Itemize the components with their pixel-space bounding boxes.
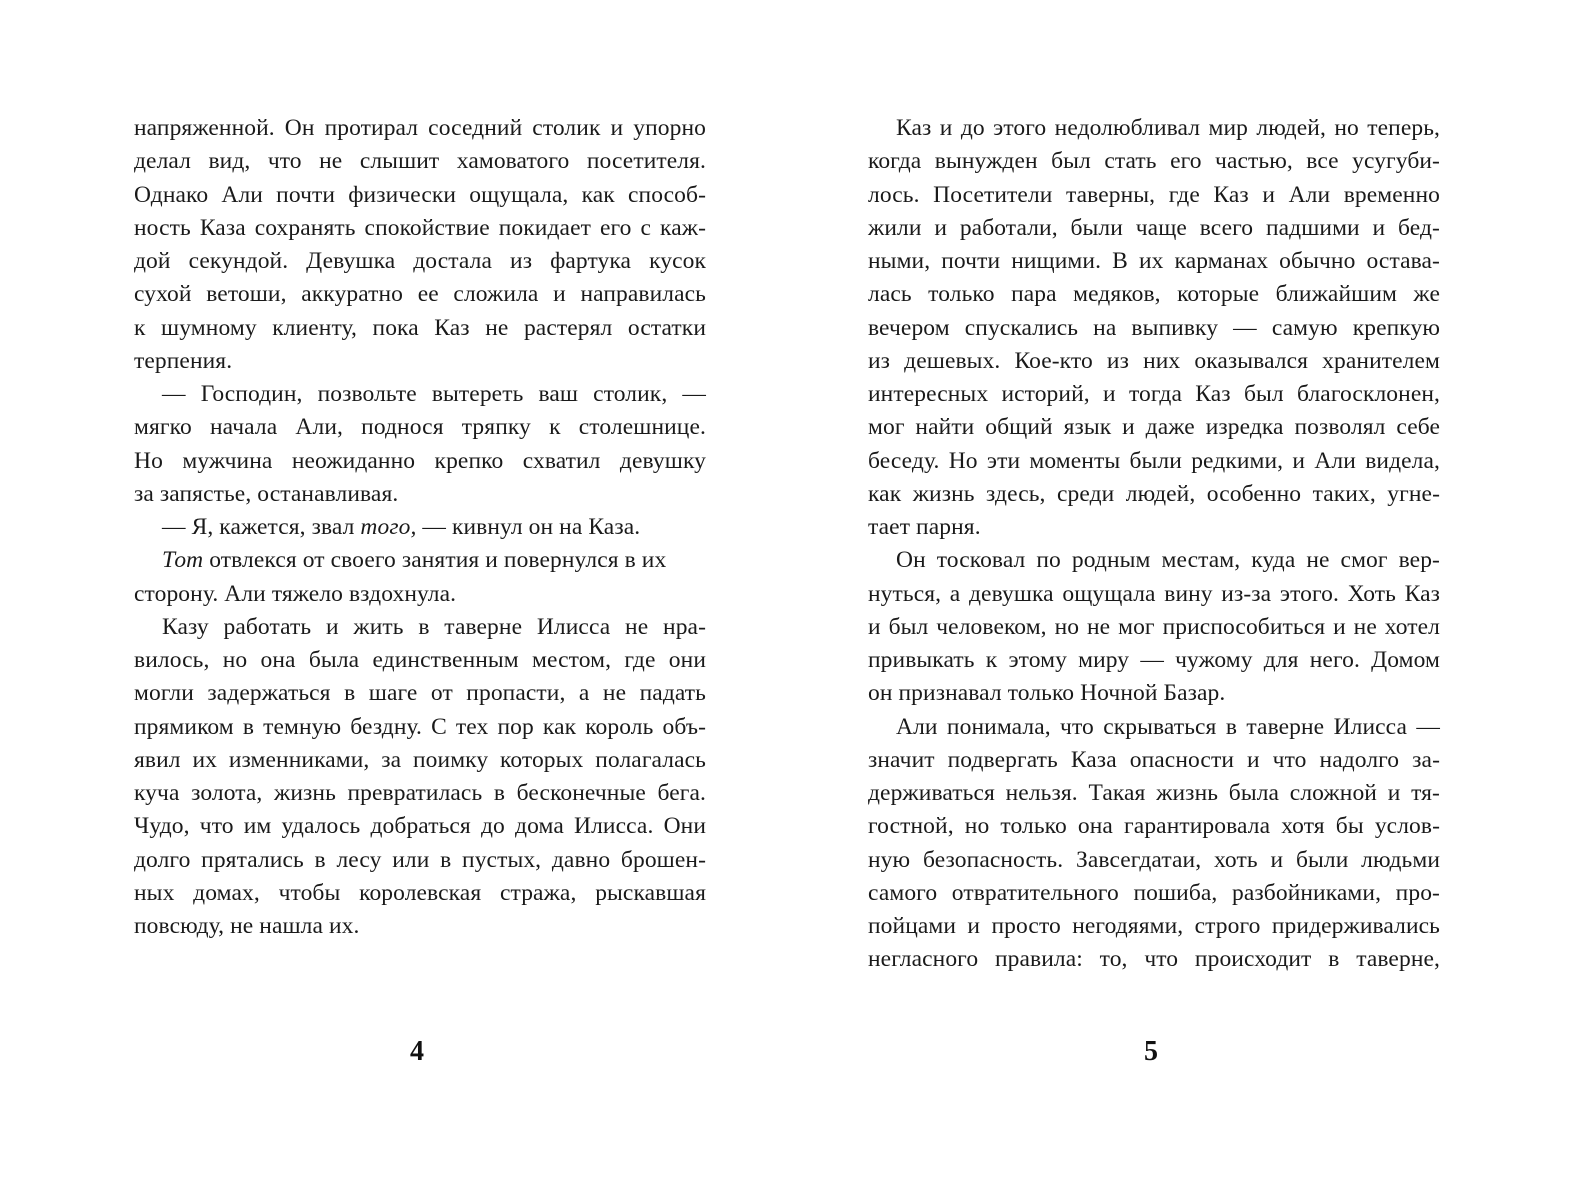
text-line: могли задержаться в шаге от пропасти, а не падать xyxy=(134,680,706,707)
text-line: самого отвратительного пошиба, разбойниками, про- xyxy=(868,879,1440,906)
dialogue-text: — Я, кажется, звал xyxy=(162,514,361,540)
text-line xyxy=(134,544,706,577)
text-line: лось. Посетители таверны, где Каз и Али временно xyxy=(868,181,1440,208)
text-line: Однако Али почти физически ощущала, как способ- xyxy=(134,181,706,208)
text-line: дой секундой. Девушка достала из фартука кусок xyxy=(134,248,706,274)
text-fragment: отвлекся от своего занятия и повернулся в их xyxy=(209,547,667,574)
text-line: напряженной. Он протирал соседний столик и упорно xyxy=(134,115,706,141)
text-line: жили и работали, были чаще всего падшими и бед- xyxy=(868,214,1440,241)
paragraph-start-line: Каз и до этого недолюбливал мир людей, но теперь, xyxy=(896,115,1440,141)
text-line: негласного правила: то, что происходит в таверне, xyxy=(868,946,1440,973)
text-line: повсюду, не нашла их. xyxy=(134,913,360,939)
right-page-text xyxy=(868,112,1440,977)
text-line: ных домах, чтобы королевская стража, рыскавшая xyxy=(134,879,706,906)
text-line: и был человеком, но не мог приспособиться и не хотел xyxy=(868,613,1440,640)
text-line: терпения. xyxy=(134,347,233,374)
paragraph-start-line: Он тосковал по родным местам, куда не смог вер- xyxy=(896,547,1440,574)
dialogue-line: — Господин, позвольте вытереть ваш столик, — xyxy=(162,381,706,407)
text-line: пойцами и просто негодяями, строго придерживались xyxy=(868,913,1440,939)
text-line: ными, почти нищими. В их карманах обычно остава- xyxy=(868,248,1440,274)
dialogue-tail: — кивнул он на Каза. xyxy=(416,514,641,540)
text-line: нуться, а девушка ощущала вину из-за этого. Хоть Каз xyxy=(868,580,1440,607)
text-line: сторону. Али тяжело вздохнула. xyxy=(134,580,457,607)
text-line: как жизнь здесь, среди людей, особенно таких, угне- xyxy=(868,480,1440,507)
text-line: значит подвергать Каза опасности и что надолго за- xyxy=(868,746,1440,773)
text-line: вечером спускались на выпивку — самую крепкую xyxy=(868,314,1440,341)
text-line: вилось, но она была единственным местом, где они xyxy=(134,647,706,673)
text-line: ность Каза сохранять спокойствие покидает его с каж- xyxy=(134,214,706,241)
text-line: делал вид, что не слышит хамоватого посетителя. xyxy=(134,148,706,175)
text-line: ную безопасность. Завсегдатаи, хоть и были людьми xyxy=(868,846,1440,873)
text-line: за запястье, останавливая. xyxy=(134,480,399,507)
page-number-right: 5 xyxy=(1144,1036,1158,1067)
text-line: к шумному клиенту, пока Каз не растерял остатки xyxy=(134,314,706,341)
text-line: гостной, но только она гарантировала хотя бы услов- xyxy=(868,813,1440,840)
text-line: из дешевых. Кое-кто из них оказывался хранителем xyxy=(868,347,1440,374)
text-line: сухой ветоши, аккуратно ее сложила и направилась xyxy=(134,281,706,308)
italic-word: Тот xyxy=(162,547,204,574)
text-line: интересных историй, и тогда Каз был благосклонен, xyxy=(868,381,1440,407)
text-line: явил их изменниками, за поимку которых полагалась xyxy=(134,746,706,773)
text-line: привыкать к этому миру — чужому для него. Домом xyxy=(868,647,1440,673)
text-line: держиваться нельзя. Такая жизнь была сложной и тя- xyxy=(868,780,1440,806)
paragraph-start-line: Казу работать и жить в таверне Илисса не нра- xyxy=(162,613,706,640)
text-line: когда вынужден был стать его частью, все усугуби- xyxy=(868,148,1440,175)
paragraph-start-line: Али понимала, что скрываться в таверне Илисса — xyxy=(896,713,1440,740)
dialogue-line xyxy=(134,511,706,544)
text-line: долго прятались в лесу или в пустых, давно брошен- xyxy=(134,846,706,873)
text-line: беседу. Но эти моменты были редкими, и Али видела, xyxy=(868,447,1440,474)
text-line: тает парня. xyxy=(868,514,981,540)
left-page-text xyxy=(134,112,706,943)
text-line: мог найти общий язык и даже изредка позволял себе xyxy=(868,414,1440,441)
text-line: лась только пара медяков, которые ближайшим же xyxy=(868,281,1440,308)
text-line: прямиком в темную бездну. С тех пор как король объ- xyxy=(134,713,706,740)
text-line: Чудо, что им удалось добраться до дома Илисса. Они xyxy=(134,813,706,840)
text-line: куча золота, жизнь превратилась в бесконечные бега. xyxy=(134,780,706,806)
text-line: Но мужчина неожиданно крепко схватил девушку xyxy=(134,447,706,474)
italic-word: того, xyxy=(360,514,417,540)
text-line: он признавал только Ночной Базар. xyxy=(868,680,1226,707)
text-line: мягко начала Али, поднося тряпку к столешнице. xyxy=(134,414,706,441)
page-number-left: 4 xyxy=(410,1036,424,1067)
